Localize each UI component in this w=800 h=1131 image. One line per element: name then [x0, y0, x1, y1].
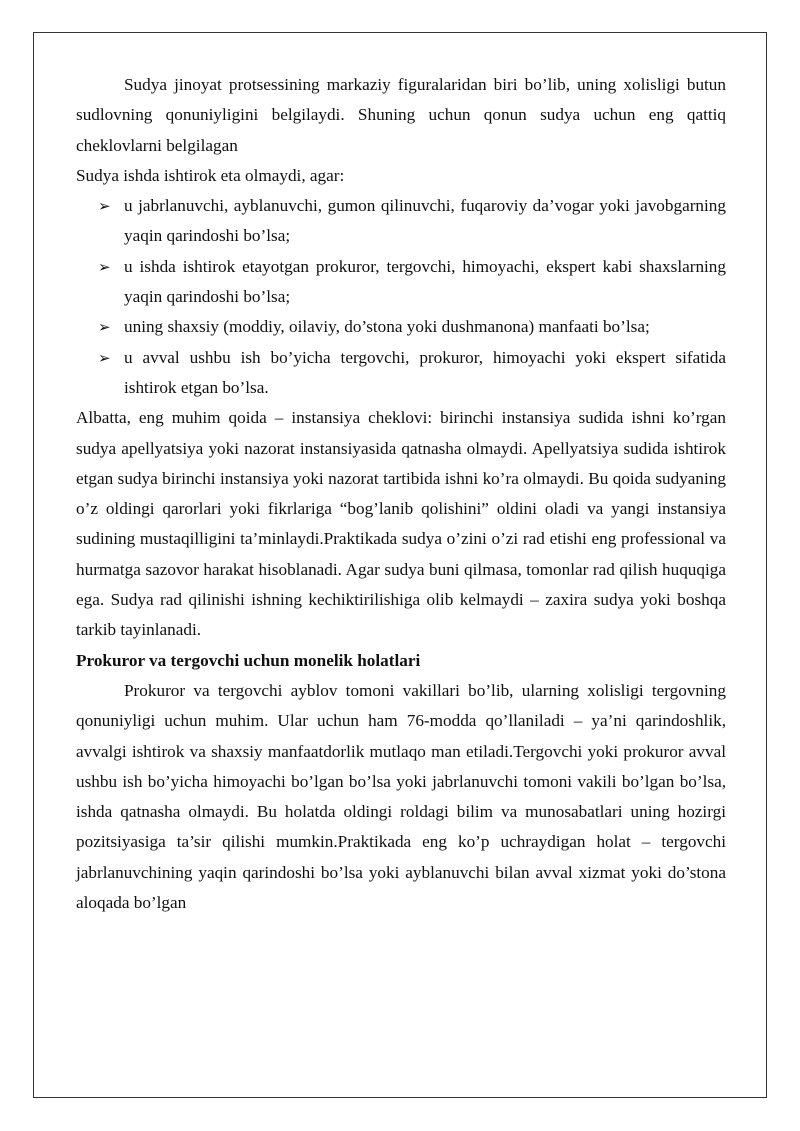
paragraph-instance-restriction: Albatta, eng muhim qoida – instansiya cheklovi: birinchi instansiya sudida ishni ko’rgan sudya apellyatsiya yoki nazorat instansiyasida qatnasha olmaydi. Apellyatsiya sudida ishtirok etgan sudya birinchi instansiya yoki nazorat tartibida ishni ko’ra olmaydi. Bu qoida sudyaning o’z oldingi qarorlari yoki fikrlariga “bog’lanib qolishini” oldini oladi va yangi instansiya sudining mustaqilligini ta’minlaydi.Praktikada sudya o’zini o’zi rad etishi eng professional va hurmatga sazovor harakat hisoblanadi. Agar sudya buni qilmasa, tomonlar rad qilish huquqiga ega. Sudya rad qilinishi ishning kechiktirilishiga olib kelmaydi – zaxira sudya yoki boshqa tarkib tayinlanadi. — [76, 408, 726, 640]
arrowhead-bullet-icon: ➢ — [98, 318, 111, 337]
list-item — [76, 312, 726, 342]
list-item-text: u jabrlanuvchi, ayblanuvchi, gumon qilinuvchi, fuqaroviy da’vogar yoki javobgarning yaqin qarindoshi bo’lsa; — [124, 196, 726, 246]
paragraph-judge-role: Sudya jinoyat protsessining markaziy figuralaridan biri bo’lib, uning xolisligi butun sudlovning qonuniyligini belgilaydi. Shuning uchun qonun sudya uchun eng qattiq cheklovlarni belgilagan — [76, 75, 726, 155]
list-item — [76, 252, 726, 313]
document-body — [76, 70, 726, 918]
paragraph-prosecutor-investigator: Prokuror va tergovchi ayblov tomoni vakillari bo’lib, ularning xolisligi tergovning qonuniyligi uchun muhim. Ular uchun ham 76-modda qo’llaniladi – ya’ni qarindoshlik, avvalgi ishtirok va shaxsiy manfaatdorlik mutlaqo man etiladi.Tergovchi yoki prokuror avval ushbu ish bo’yicha himoyachi bo’lgan bo’lsa yoki jabrlanuvchi tomoni vakili bo’lgan bo’lsa, ishda qatnasha olmaydi. Bu holatda oldingi roldagi bilim va munosabatlari uning hozirgi pozitsiyasiga ta’sir qilishi mumkin.Praktikada eng ko’p uchraydigan holat – tergovchi jabrlanuvchining yaqin qarindoshi bo’lsa yoki ayblanuvchi bilan avval xizmat yoki do’stona aloqada bo’lgan — [76, 680, 726, 913]
arrowhead-bullet-icon: ➢ — [98, 348, 111, 367]
list-item — [76, 191, 726, 252]
paragraph-judge-conditions-intro: Sudya ishda ishtirok eta olmaydi, agar: — [76, 165, 345, 185]
list-item-text: u avval ushbu ish bo’yicha tergovchi, prokuror, himoyachi yoki ekspert sifatida ishtirok etgan bo’lsa. — [124, 347, 726, 397]
list-item — [76, 343, 726, 404]
section-heading: Prokuror va tergovchi uchun monelik holatlari — [76, 650, 421, 670]
list-item-text: u ishda ishtirok etayotgan prokuror, tergovchi, himoyachi, ekspert kabi shaxslarning yaqin qarindoshi bo’lsa; — [124, 256, 726, 307]
list-item-text: uning shaxsiy (moddiy, oilaviy, do’stona yoki dushmanona) manfaati bo’lsa; — [124, 317, 650, 337]
arrowhead-bullet-icon: ➢ — [98, 197, 111, 216]
condition-list — [76, 191, 726, 403]
arrowhead-bullet-icon: ➢ — [98, 257, 111, 276]
